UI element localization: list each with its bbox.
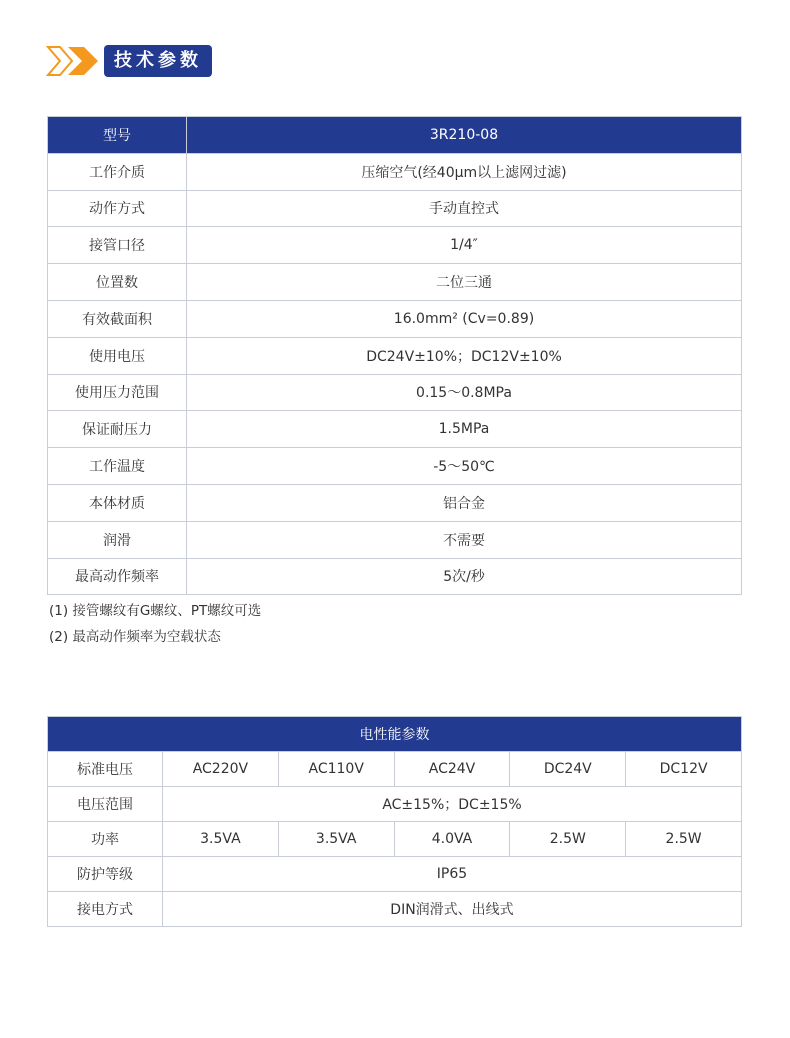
row-label: 接管口径 — [48, 227, 187, 264]
table-row — [48, 153, 742, 190]
section-title: 技术参数 — [104, 45, 212, 77]
row-label: 润滑 — [48, 521, 187, 558]
row-label: 标准电压 — [48, 752, 163, 787]
table-row — [48, 857, 742, 892]
row-value: 1.5MPa — [187, 411, 742, 448]
table-row — [48, 264, 742, 301]
table-row — [48, 337, 742, 374]
row-label: 接电方式 — [48, 892, 163, 927]
row-label: 本体材质 — [48, 484, 187, 521]
row-value: 0.15～0.8MPa — [187, 374, 742, 411]
spec-header-value: 3R210-08 — [187, 117, 742, 154]
row-value: 不需要 — [187, 521, 742, 558]
power-cell: 4.0VA — [394, 822, 510, 857]
footnote-2: (2) 最高动作频率为空载状态 — [49, 629, 221, 645]
table-row — [48, 190, 742, 227]
row-label: 动作方式 — [48, 190, 187, 227]
table-row — [48, 411, 742, 448]
row-value: 1/4″ — [187, 227, 742, 264]
row-value: -5～50℃ — [187, 448, 742, 485]
voltage-cell: DC12V — [626, 752, 742, 787]
electrical-header-row — [48, 717, 742, 752]
table-row — [48, 374, 742, 411]
voltage-cell: AC110V — [278, 752, 394, 787]
power-cell: 3.5VA — [278, 822, 394, 857]
row-label: 电压范围 — [48, 787, 163, 822]
row-label: 工作介质 — [48, 153, 187, 190]
row-label: 功率 — [48, 822, 163, 857]
voltage-cell: DC24V — [510, 752, 626, 787]
electrical-table — [47, 716, 742, 927]
voltage-cell: AC24V — [394, 752, 510, 787]
power-cell: 3.5VA — [163, 822, 279, 857]
spec-table — [47, 116, 742, 595]
table-row — [48, 484, 742, 521]
row-label: 使用电压 — [48, 337, 187, 374]
row-value: 5次/秒 — [187, 558, 742, 595]
power-cell: 2.5W — [510, 822, 626, 857]
table-row — [48, 892, 742, 927]
row-value: 二位三通 — [187, 264, 742, 301]
row-value: IP65 — [163, 857, 742, 892]
row-value: 压缩空气(经40μm以上滤网过滤) — [187, 153, 742, 190]
table-row — [48, 227, 742, 264]
row-value: 手动直控式 — [187, 190, 742, 227]
table-row — [48, 521, 742, 558]
row-label: 使用压力范围 — [48, 374, 187, 411]
row-label: 防护等级 — [48, 857, 163, 892]
spec-header-row — [48, 117, 742, 154]
row-value: 16.0mm² (Cv=0.89) — [187, 300, 742, 337]
section-header — [46, 44, 212, 78]
row-value: DIN润滑式、出线式 — [163, 892, 742, 927]
row-value: DC24V±10%；DC12V±10% — [187, 337, 742, 374]
electrical-title: 电性能参数 — [48, 717, 742, 752]
row-label: 有效截面积 — [48, 300, 187, 337]
voltage-cell: AC220V — [163, 752, 279, 787]
row-label: 最高动作频率 — [48, 558, 187, 595]
row-label: 保证耐压力 — [48, 411, 187, 448]
footnote-1: (1) 接管螺纹有G螺纹、PT螺纹可选 — [49, 603, 262, 619]
power-cell: 2.5W — [626, 822, 742, 857]
row-label: 位置数 — [48, 264, 187, 301]
row-value: AC±15%；DC±15% — [163, 787, 742, 822]
table-row — [48, 448, 742, 485]
footnotes — [49, 598, 261, 650]
double-chevron-icon — [46, 44, 100, 78]
table-row — [48, 787, 742, 822]
table-row — [48, 822, 742, 857]
table-row — [48, 752, 742, 787]
table-row — [48, 300, 742, 337]
table-row — [48, 558, 742, 595]
row-value: 铝合金 — [187, 484, 742, 521]
row-label: 工作温度 — [48, 448, 187, 485]
spec-header-label: 型号 — [48, 117, 187, 154]
